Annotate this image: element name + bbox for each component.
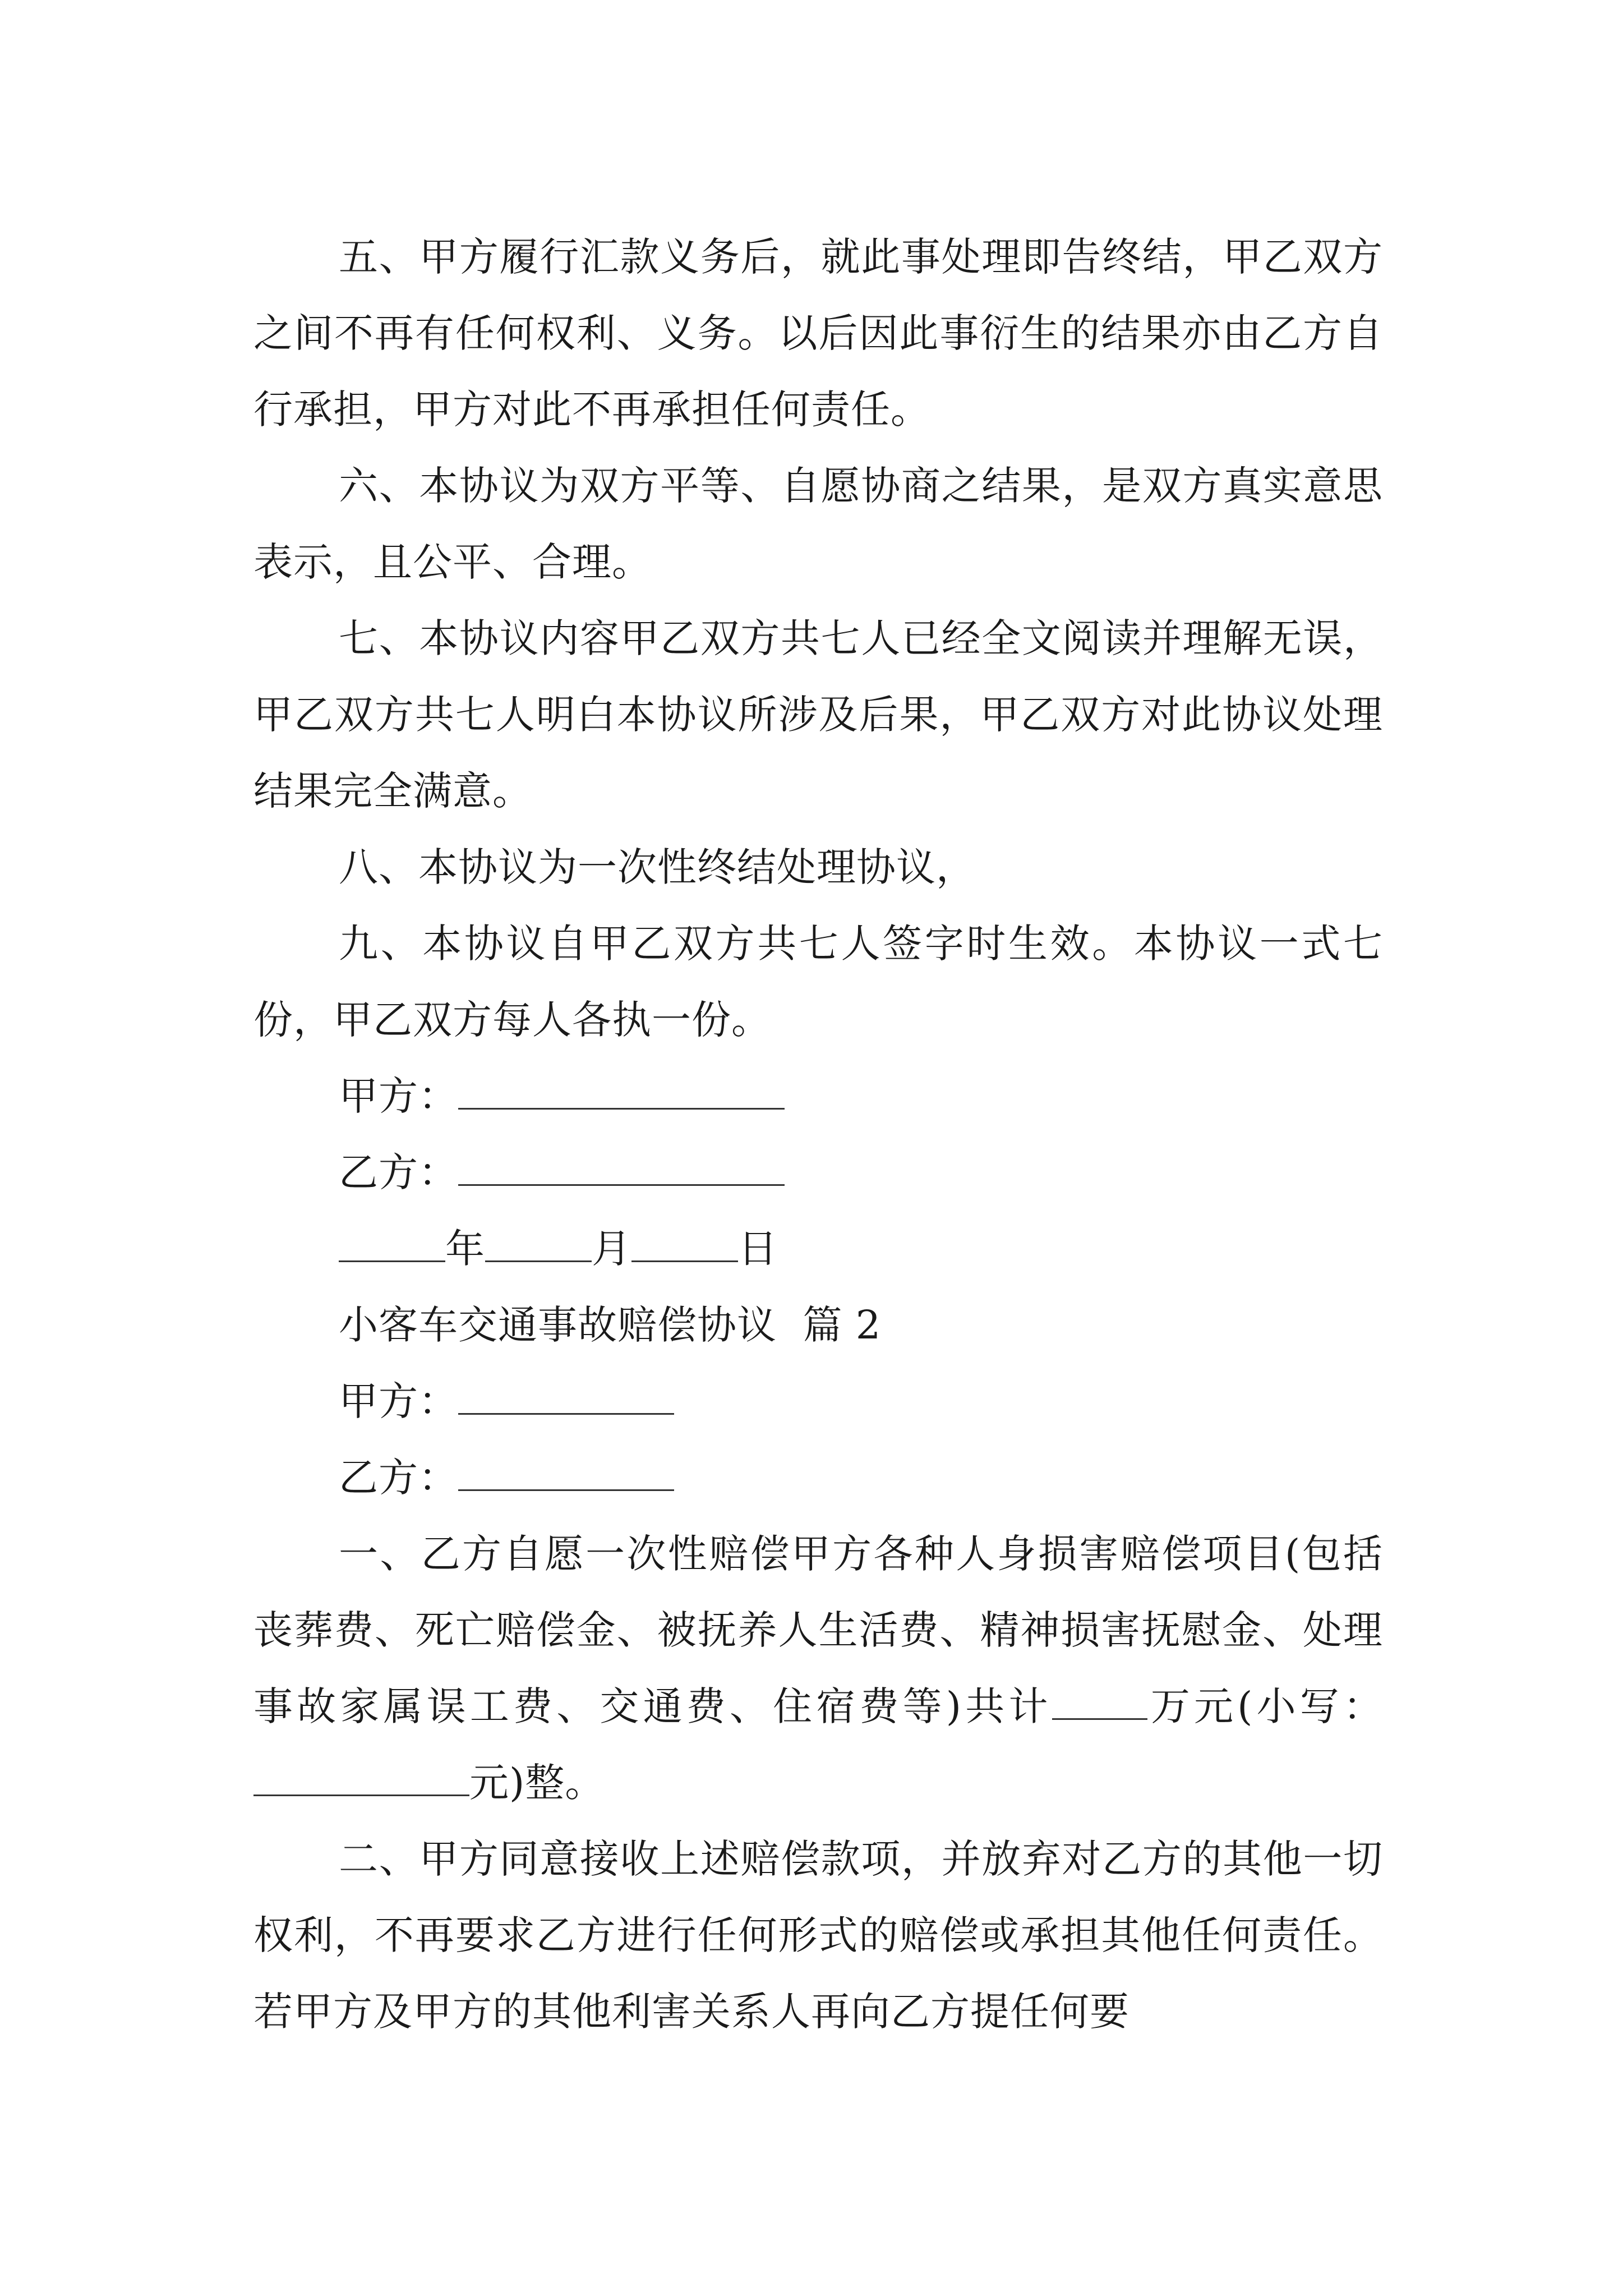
date-line — [253, 1211, 1383, 1287]
clause-1-text-b: 万元(小写： — [1147, 1683, 1384, 1729]
section-2-party-b-line — [253, 1439, 1383, 1516]
section-2-title: 小客车交通事故赔偿协议 篇 2 — [339, 1302, 882, 1348]
day-label: 日 — [738, 1226, 778, 1272]
section-2-clause-1 — [253, 1516, 1383, 1821]
clause-7: 七、本协议内容甲乙双方共七人已经全文阅读并理解无误，甲乙双方共七人明白本协议所涉及后果，甲乙双方对此协议处理结果完全满意。 — [253, 615, 1383, 814]
year-label: 年 — [445, 1226, 485, 1272]
section-2-party-a-blank[interactable] — [458, 1381, 674, 1415]
section-2-party-a-line — [253, 1363, 1383, 1439]
year-blank[interactable] — [339, 1228, 445, 1262]
party-a-signature-line — [253, 1058, 1383, 1134]
section-2-clause-2: 二、甲方同意接收上述赔偿款项，并放弃对乙方的其他一切权利，不再要求乙方进行任何形式的赔偿或承担其他任何责任。若甲方及甲方的其他利害关系人再向乙方提任何要 — [253, 1836, 1383, 2035]
section-2-heading — [253, 1287, 1383, 1363]
clause-6: 六、本协议为双方平等、自愿协商之结果，是双方真实意思表示，且公平、合理。 — [253, 463, 1383, 585]
party-a-label: 甲方： — [339, 1073, 458, 1119]
month-blank[interactable] — [485, 1228, 592, 1262]
day-blank[interactable] — [631, 1228, 738, 1262]
clause-1-text-a: 一、乙方自愿一次性赔偿甲方各种人身损害赔偿项目(包括丧葬费、死亡赔偿金、被抚养人生活费、精神损害抚慰金、处理事故家属误工费、交通费、住宿费等)共计 — [253, 1531, 1383, 1729]
amount-wan-blank[interactable] — [1052, 1686, 1147, 1720]
document-body — [253, 219, 1383, 2050]
month-label: 月 — [592, 1226, 631, 1272]
clause-5: 五、甲方履行汇款义务后，就此事处理即告终结，甲乙双方之间不再有任何权利、义务。以后因此事衍生的结果亦由乙方自行承担，甲方对此不再承担任何责任。 — [253, 234, 1383, 432]
party-b-label: 乙方： — [339, 1149, 458, 1195]
section-2-party-b-label: 乙方： — [339, 1455, 458, 1501]
party-b-signature-line — [253, 1134, 1383, 1211]
party-a-blank[interactable] — [458, 1075, 785, 1110]
clause-8: 八、本协议为一次性终结处理协议， — [339, 844, 976, 890]
amount-lowercase-blank[interactable] — [253, 1762, 469, 1796]
section-2-party-b-blank[interactable] — [458, 1457, 674, 1491]
clause-1-text-c: 元)整。 — [469, 1760, 605, 1806]
party-b-blank[interactable] — [458, 1152, 785, 1186]
clause-9: 九、本协议自甲乙双方共七人签字时生效。本协议一式七份，甲乙双方每人各执一份。 — [253, 921, 1383, 1043]
section-2-party-a-label: 甲方： — [339, 1378, 458, 1424]
